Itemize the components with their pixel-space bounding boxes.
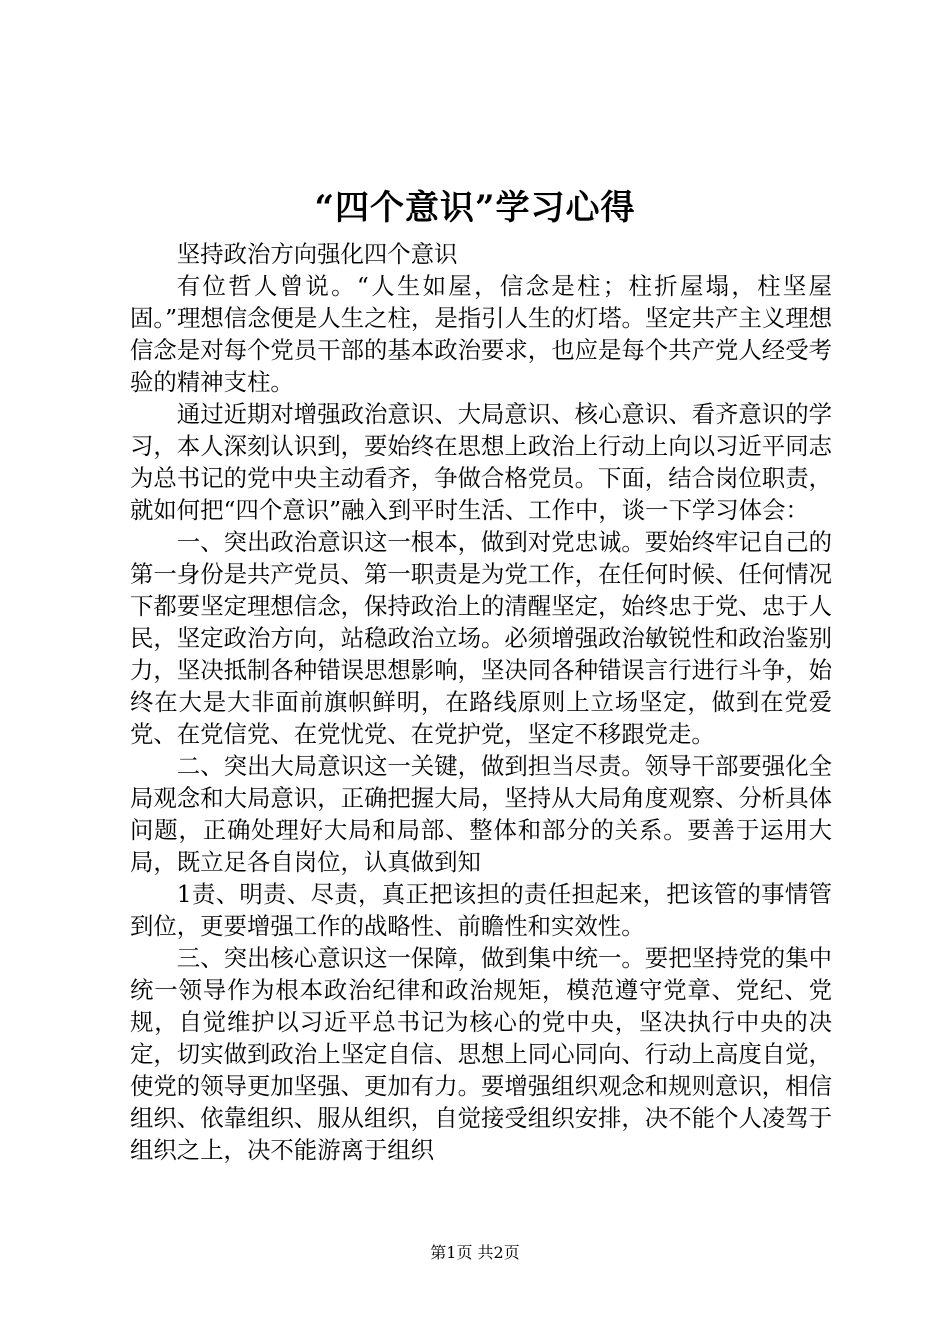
document-body (130, 238, 832, 1166)
paragraph: 通过近期对增强政治意识、大局意识、核心意识、看齐意识的学习，本人深刻认识到，要始终在思想上政治上行动上向以习近平同志为总书记的党中央主动看齐，争做合格党员。下面，结合岗位职责，就如何把“四个意识”融入到平时生活、工作中，谈一下学习体会： (130, 400, 832, 524)
page-footer: 第1页 共2页 (430, 1243, 520, 1262)
paragraph: 三、突出核心意识这一保障，做到集中统一。要把坚持党的集中统一领导作为根本政治纪律和政治规矩，模范遵守党章、党纪、党规，自觉维护以习近平总书记为核心的党中央，坚决执行中央的决定，切实做到政治上坚定自信、思想上同心同向、行动上高度自觉，使党的领导更加坚强、更加有力。要增强组织观念和规则意识，相信组织、依靠组织、服从组织，自觉接受组织安排，决不能个人凌驾于组织之上，决不能游离于组织 (130, 944, 832, 1164)
paragraph: 二、突出大局意识这一关键，做到担当尽责。领导干部要强化全局观念和大局意识，正确把握大局，坚持从大局角度观察、分析具体问题，正确处理好大局和局部、整体和部分的关系。要善于运用大局，既立足各自岗位，认真做到知 (130, 752, 832, 876)
paragraph: 1责、明责、尽责，真正把该担的责任担起来，把该管的事情管到位，更要增强工作的战略性、前瞻性和实效性。 (130, 880, 832, 940)
paragraph: 有位哲人曾说。“人生如屋，信念是柱；柱折屋塌，柱坚屋固。”理想信念便是人生之柱，是指引人生的灯塔。坚定共产主义理想信念是对每个党员干部的基本政治要求，也应是每个共产党人经受考验的精神支柱。 (130, 272, 832, 396)
paragraph: 一、突出政治意识这一根本，做到对党忠诚。要始终牢记自己的第一身份是共产党员、第一职责是为党工作，在任何时候、任何情况下都要坚定理想信念，保持政治上的清醒坚定，始终忠于党、忠于人民，坚定政治方向，站稳政治立场。必须增强政治敏锐性和政治鉴别力，坚决抵制各种错误思想影响，坚决同各种错误言行进行斗争，始终在大是大非面前旗帜鲜明，在路线原则上立场坚定，做到在党爱党、在党信党、在党忧党、在党护党，坚定不移跟党走。 (130, 528, 832, 748)
paragraph-subtitle: 坚持政治方向强化四个意识 (176, 240, 458, 268)
document-title: “四个意识”学习心得 (314, 188, 636, 228)
